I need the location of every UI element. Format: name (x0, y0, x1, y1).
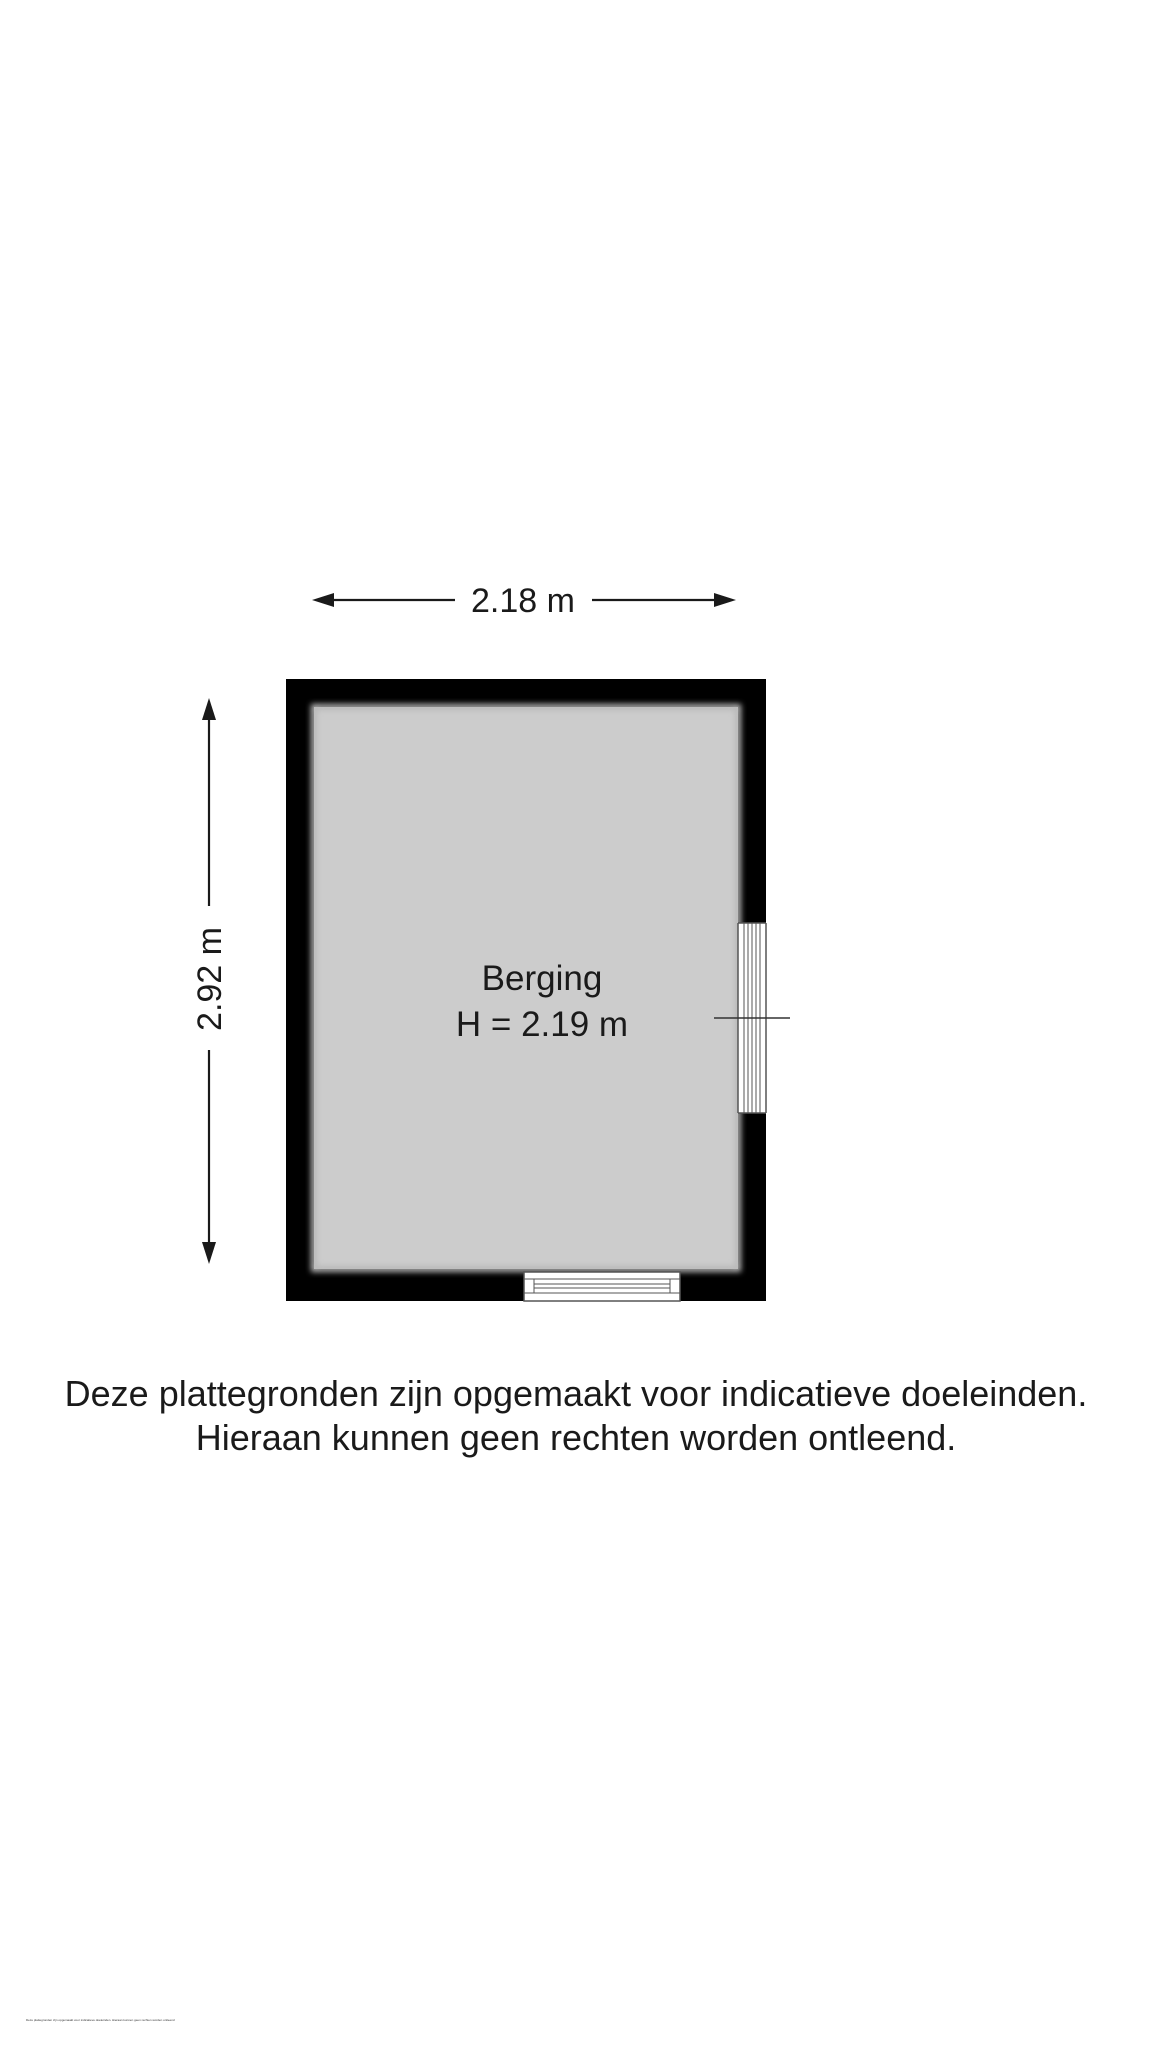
arrow-right-icon (714, 593, 736, 607)
room-name: Berging (481, 959, 603, 998)
disclaimer-line-2: Hieraan kunnen geen rechten worden ontleend. (195, 1417, 957, 1458)
arrow-down-icon (202, 1242, 216, 1264)
fine-print: Deze plattegronden zijn opgemaakt voor indicatieve doeleinden. Hieraan kunnen geen rechten worden ontleend (26, 2018, 175, 2022)
depth-dimension (191, 698, 229, 1264)
arrow-left-icon (312, 593, 334, 607)
depth-label: 2.92 m (191, 927, 229, 1031)
width-label: 2.18 m (471, 582, 575, 620)
arrow-up-icon (202, 698, 216, 720)
disclaimer-line-1: Deze plattegronden zijn opgemaakt voor indicatieve doeleinden. (64, 1373, 1088, 1414)
width-dimension (312, 582, 736, 620)
window-bottom (524, 1272, 680, 1301)
room-height: H = 2.19 m (455, 1005, 629, 1044)
